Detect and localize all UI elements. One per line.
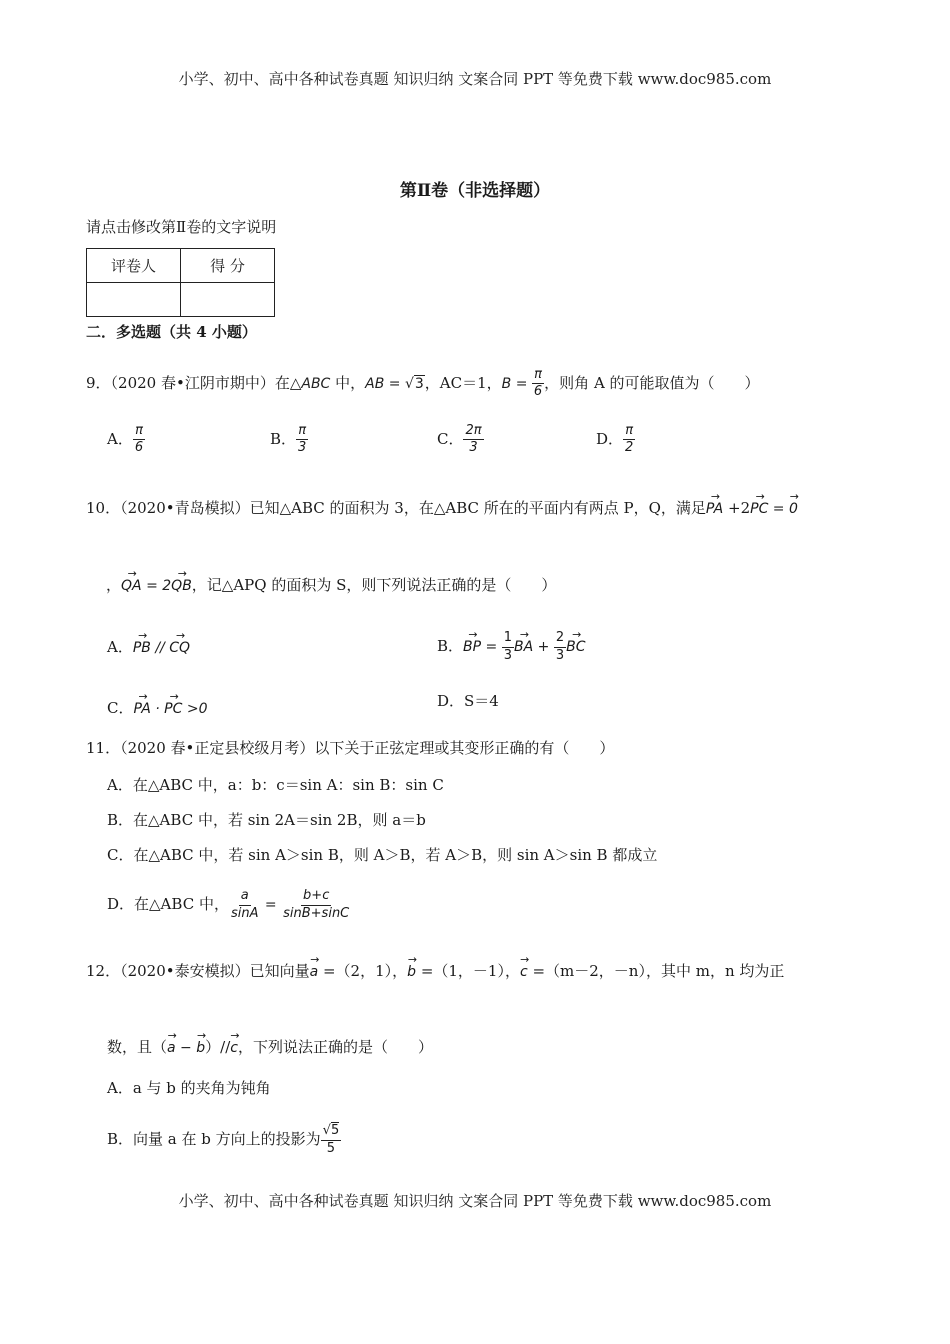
q9-pi-over-6: $\frac{\pi}{6}$ — [533, 367, 543, 400]
question-11-option-a[interactable]: A．在△ABC 中，a：b：c＝sin A：sin B：sin C — [107, 776, 444, 794]
header-banner: 小学、初中、高中各种试卷真题 知识归纳 文案合同 PPT 等免费下载 www.doc985.com — [178, 70, 772, 88]
score-table-header-grader: 评卷人 — [87, 249, 181, 283]
score-table-cell-grader[interactable] — [87, 283, 181, 317]
q9-abc: ABC — [301, 375, 331, 392]
question-12-option-a[interactable]: A．a 与 b 的夹角为钝角 — [107, 1079, 271, 1097]
score-table-header-score: 得 分 — [181, 249, 275, 283]
footer-banner: 小学、初中、高中各种试卷真题 知识归纳 文案合同 PPT 等免费下载 www.doc985.com — [178, 1192, 772, 1210]
question-12-option-b[interactable]: B．向量 a 在 b 方向上的投影为 $\frac{√5}{5}$ — [107, 1123, 340, 1156]
question-9-option-b[interactable]: B． $\frac{\pi}{3}$ — [270, 423, 307, 456]
question-9-option-c[interactable]: C． $\frac{2\pi}{3}$ — [437, 423, 482, 456]
question-11-option-d[interactable]: D．在△ABC 中， $\frac{a}{\sin A}$ = $\frac{b+c}{\sin B+\sin C}$ — [107, 888, 350, 921]
question-11-option-c[interactable]: C．在△ABC 中，若 sin A＞sin B，则 A＞B，若 A＞B，则 sin A＞sin B 都成立 — [107, 846, 658, 864]
question-11-stem: 11．（2020 春•正定县校级月考）以下关于正弦定理或其变形正确的有（ ） — [86, 739, 615, 757]
question-9-stem — [86, 368, 760, 400]
question-10-option-c[interactable]: C．→ PA · → PC >0 — [107, 690, 207, 722]
q9-b-eq: B = — [501, 375, 532, 392]
vector-pc: → PC — [750, 490, 768, 522]
vector-b: → b — [407, 953, 416, 985]
q9-sqrt3: √3 — [404, 375, 424, 392]
score-table-cell-score[interactable] — [181, 283, 275, 317]
question-10-stem-line1: 10．（2020•青岛模拟）已知△ABC 的面积为 3，在△ABC 所在的平面内有两点 P，Q，满足→ PA +2→ PC = → 0 — [86, 490, 798, 522]
question-10-stem-line2: ，→ QA = 2→ QB，记△APQ 的面积为 S，则下列说法正确的是（ ） — [106, 567, 556, 599]
question-9-option-a[interactable]: A． $\frac{\pi}{6}$ — [107, 423, 144, 456]
q9-ac: ，AC＝1， — [424, 373, 502, 392]
question-12-stem-line2: 数，且（→ a − → b）//→ c，下列说法正确的是（ ） — [107, 1029, 433, 1061]
question-10-option-b[interactable]: B．→ BP = $\frac{1}{3}$ → BA + $\frac{2}{3}$ → BC — [437, 626, 586, 663]
part-title: 第Ⅱ卷（非选择题） — [399, 181, 551, 201]
score-table — [86, 248, 275, 317]
question-10-option-d[interactable]: D．S＝4 — [437, 692, 499, 710]
question-12-stem-line1: 12．（2020•泰安模拟）已知向量→ a =（2，1），→ b =（1，－1），→ c =（m－2，－n），其中 m，n 均为正 — [86, 953, 784, 985]
q9-ab-eq: AB = — [365, 375, 405, 392]
vector-qb: → QB — [171, 567, 192, 599]
q9-text-2: 中， — [330, 373, 366, 392]
q9-text-1: 9．（2020 春•江阴市期中）在△ — [86, 373, 302, 392]
q9-text-3: ，则角 A 的可能取值为（ ） — [544, 373, 760, 392]
vector-pa: → PA — [706, 490, 723, 522]
vector-zero: → 0 — [789, 490, 798, 522]
vector-qa: → QA — [121, 567, 142, 599]
section-title: 二．多选题（共 4 小题） — [86, 323, 257, 341]
question-11-option-b[interactable]: B．在△ABC 中，若 sin 2A＝sin 2B，则 a＝b — [107, 811, 426, 829]
part-note[interactable]: 请点击修改第Ⅱ卷的文字说明 — [86, 218, 277, 236]
vector-c: → c — [520, 953, 528, 985]
question-10-option-a[interactable]: A．→ PB // → CQ — [107, 629, 190, 661]
question-9-option-d[interactable]: D． $\frac{\pi}{2}$ — [596, 423, 634, 456]
vector-a: → a — [310, 953, 319, 985]
